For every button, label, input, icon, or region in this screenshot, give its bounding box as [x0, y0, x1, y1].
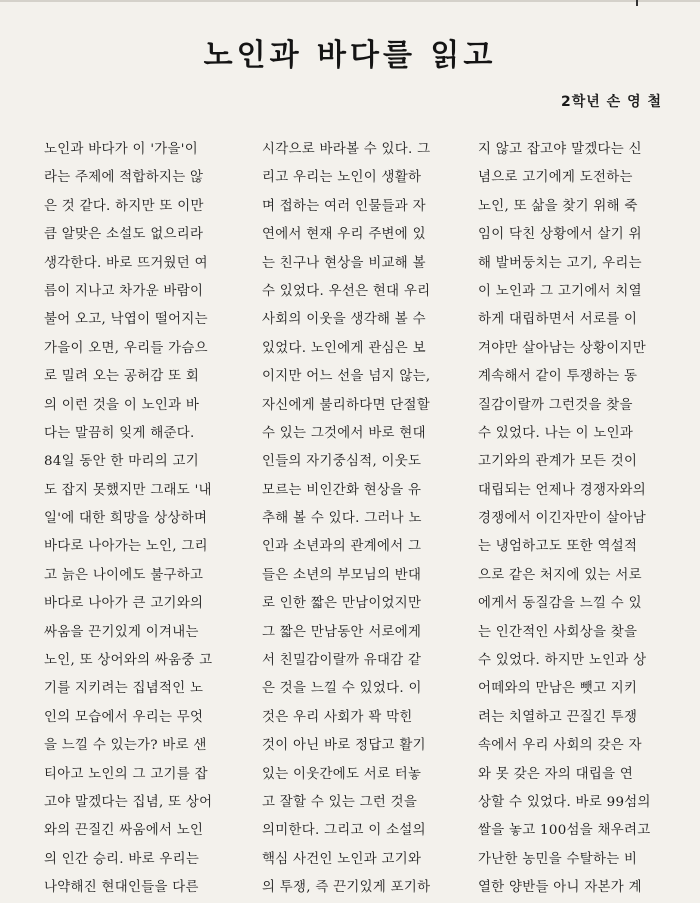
text-line: 나약해진 현대인들을 다른 — [44, 880, 199, 896]
text-line: 을 느낄 수 있는가? 바로 샌 — [44, 738, 207, 754]
text-line: 는 냉엄하고도 또한 역설적 — [478, 539, 638, 555]
author-byline: 2학년 손 영 철 — [561, 94, 662, 110]
text-line: 고 늙은 나이에도 불구하고 — [44, 567, 204, 583]
text-line: 속에서 우리 사회의 갖은 자 — [478, 738, 642, 754]
text-line: 열한 양반들 아니 자본가 계 — [478, 880, 642, 896]
text-line: 시각으로 바라볼 수 있다. 그 — [262, 142, 431, 157]
text-line: 수 있었다. 우선은 현대 우리 — [262, 283, 431, 299]
text-line: 가난한 농민을 수탈하는 비 — [478, 851, 638, 867]
text-line: 있는 이웃간에도 서로 터놓 — [262, 766, 422, 782]
text-line: 고기와의 관계가 모든 것이 — [478, 454, 638, 470]
text-line: 겨야만 살아남는 상황이지만 — [478, 340, 646, 356]
text-line: 로 밀려 오는 공허감 또 회 — [44, 369, 200, 385]
text-line: 경쟁에서 이긴자만이 살아남 — [478, 511, 646, 527]
text-line: 것이 아닌 바로 정답고 활기 — [262, 738, 426, 754]
text-line: 어떼와의 만남은 뺏고 지키 — [478, 681, 638, 697]
text-line: 리고 우리는 노인이 생활하 — [262, 170, 422, 186]
text-line: 와 못 갖은 자의 대립을 연 — [478, 766, 634, 782]
text-line: 대립되는 언제나 경쟁자와의 — [478, 482, 646, 498]
text-line: 도 잡지 못했지만 그래도 '내 — [44, 482, 212, 498]
page-title: 노인과 바다를 읽고 — [203, 38, 497, 73]
text-line: 로 인한 짧은 만남이었지만 — [262, 596, 422, 612]
text-line: 싸움을 끈기있게 이겨내는 — [44, 624, 199, 640]
text-line: 려는 치열하고 끈질긴 투쟁 — [478, 709, 638, 725]
text-line: 인의 모습에서 우리는 무엇 — [44, 709, 204, 725]
text-line: 계속해서 같이 투쟁하는 동 — [478, 369, 638, 385]
text-line: 임이 닥친 상황에서 살기 위 — [478, 227, 642, 243]
text-line: 질감이랄까 그런것을 찾을 — [478, 397, 633, 413]
text-line: 것은 우리 사회가 꽉 막힌 — [262, 709, 413, 725]
text-line: 있었다. 노인에게 관심은 보 — [262, 340, 426, 356]
text-column-middle — [262, 136, 440, 903]
text-line: 생각한다. 바로 뜨거웠던 여 — [44, 255, 208, 271]
text-line: 티아고 노인의 그 고기를 잡 — [44, 766, 208, 782]
text-column-right — [478, 136, 656, 903]
text-line: 인과 소년과의 관계에서 그 — [262, 539, 422, 555]
text-line: 상할 수 있었다. 바로 99섬의 — [478, 794, 651, 810]
text-line: 수 있었다. 하지만 노인과 상 — [478, 653, 647, 669]
text-line: 이지만 어느 선을 넘지 않는, — [262, 369, 431, 385]
text-line: 고 잘할 수 있는 그런 것을 — [262, 794, 418, 810]
text-line: 은 것 같다. 하지만 또 이만 — [44, 198, 204, 214]
text-line: 으로 같은 처지에 있는 서로 — [478, 567, 642, 583]
text-line: 들은 소년의 부모님의 반대 — [262, 567, 422, 583]
text-line: 념으로 고기에게 도전하는 — [478, 170, 633, 186]
text-line: 큼 알맞은 소설도 없으리라 — [44, 227, 204, 243]
text-line: 그 짧은 만남동안 서로에게 — [262, 624, 422, 640]
text-line: 일'에 대한 희망을 상상하며 — [44, 511, 208, 527]
text-line: 의 투쟁, 즉 끈기있게 포기하 — [262, 880, 431, 896]
text-line: 은 것을 느낄 수 있었다. 이 — [262, 681, 422, 697]
text-line: 바다로 나아가는 노인, 그리 — [44, 539, 208, 555]
text-line: 라는 주제에 적합하지는 않 — [44, 170, 204, 186]
text-line: 와의 끈질긴 싸움에서 노인 — [44, 823, 204, 839]
text-line: 가을이 오면, 우리들 가슴으 — [44, 340, 208, 356]
text-line: 바다로 나아가 큰 고기와의 — [44, 596, 204, 612]
text-line: 는 친구나 현상을 비교해 볼 — [262, 255, 426, 271]
text-line: 노인, 또 상어와의 싸움중 고 — [44, 653, 213, 669]
text-line: 수 있었다. 나는 이 노인과 — [478, 425, 634, 441]
text-line: 불어 오고, 낙엽이 떨어지는 — [44, 312, 208, 328]
text-line: 사회의 이웃을 생각해 볼 수 — [262, 312, 426, 328]
text-line: 연에서 현재 우리 주변에 있 — [262, 227, 426, 243]
text-line: 지 않고 잡고야 말겠다는 신 — [478, 142, 642, 157]
text-line: 이 노인과 그 고기에서 치열 — [478, 283, 642, 299]
text-line: 노인과 바다가 이 '가을'이 — [44, 142, 198, 157]
text-line: 인들의 자기중심적, 이웃도 — [262, 454, 422, 470]
text-line: 다는 말끔히 잊게 해준다. — [44, 425, 195, 441]
text-line: 자신에게 불리하다면 단절할 — [262, 397, 430, 413]
page-corner-mark — [636, 0, 638, 6]
text-line: 서 친밀감이랄까 유대감 같 — [262, 653, 422, 669]
text-line: 수 있는 그것에서 바로 현대 — [262, 425, 426, 441]
text-column-left — [44, 136, 222, 903]
text-line: 하게 대립하면서 서로를 이 — [478, 312, 638, 328]
text-line: 며 접하는 여러 인물들과 자 — [262, 198, 426, 214]
text-line: 기를 지키려는 집념적인 노 — [44, 681, 204, 697]
text-line: 의 이런 것을 이 노인과 바 — [44, 397, 200, 413]
text-line: 름이 지나고 차가운 바람이 — [44, 283, 204, 299]
text-line: 쌀을 놓고 100섬을 채우려고 — [478, 823, 651, 839]
text-line: 추해 볼 수 있다. 그러나 노 — [262, 511, 422, 527]
text-line: 는 인간적인 사회상을 찾을 — [478, 624, 638, 640]
text-line: 해 발버둥치는 고기, 우리는 — [478, 255, 642, 271]
page-top-edge — [0, 0, 700, 10]
text-line: 노인, 또 삶을 찾기 위해 죽 — [478, 198, 638, 214]
text-line: 84일 동안 한 마리의 고기 — [44, 454, 199, 470]
text-line: 핵심 사건인 노인과 고기와 — [262, 851, 422, 867]
text-line: 의 인간 승리. 바로 우리는 — [44, 851, 200, 867]
text-line: 의미한다. 그리고 이 소설의 — [262, 823, 426, 839]
text-line: 에게서 동질감을 느낄 수 있 — [478, 596, 642, 612]
text-line: 고야 말겠다는 집념, 또 상어 — [44, 794, 213, 810]
text-line: 모르는 비인간화 현상을 유 — [262, 482, 422, 498]
